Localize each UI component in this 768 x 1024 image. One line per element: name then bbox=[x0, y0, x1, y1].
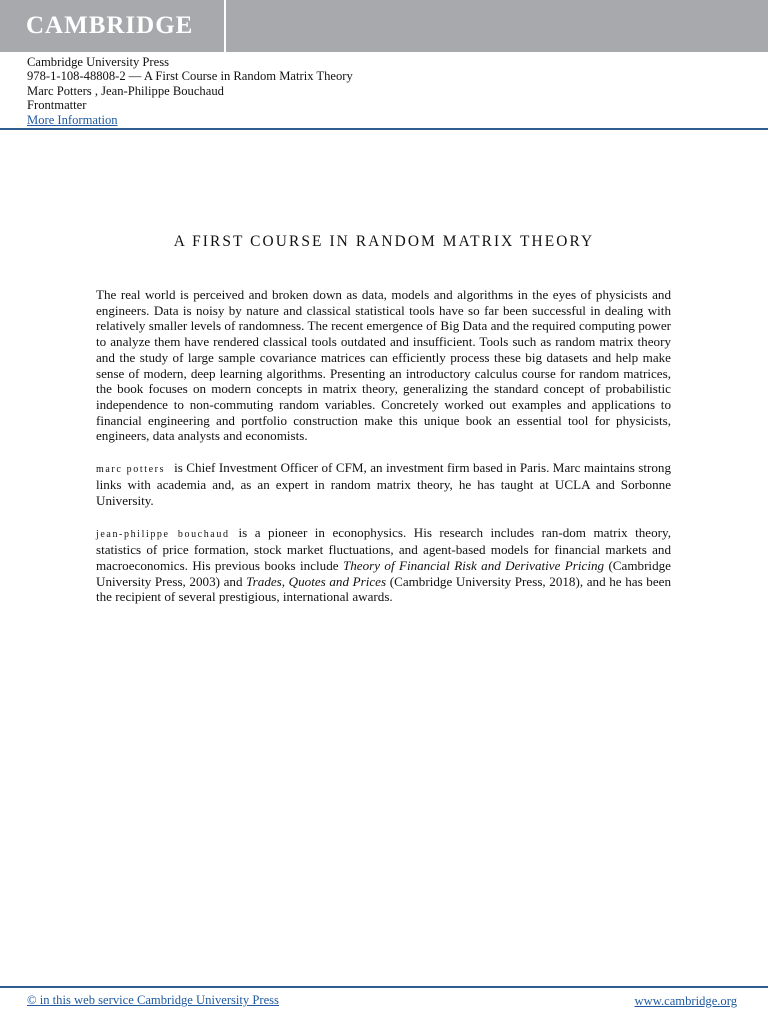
more-information-link[interactable]: More Information bbox=[27, 112, 118, 127]
copyright-link[interactable]: © in this web service Cambridge University Press bbox=[27, 993, 279, 1007]
book-title-trades: Trades, Quotes and Prices bbox=[246, 573, 387, 589]
book-title-theory: Theory of Financial Risk and Derivative Pricing bbox=[342, 557, 605, 573]
description-paragraph: The real world is perceived and broken down as data, models and algorithms in the eyes of physicists and engineers. Data is noisy by nature and classical statistical tools have so far been successful in dealing with relatively smaller levels of randomness. The recent emergence of Big Data and the required computing power to analyze them have rendered classical tools outdated and insufficient. Tools such as random matrix theory and the study of large sample covariance matrices can efficiently process these big datasets and help make sense of modern, deep learning algorithms. Presenting an introductory calculus course for random matrices, the book focuses on modern concepts in matrix theory, generalizing the standard concept of probabilistic independence to non-commuting random variables. Concretely worked out examples and applications to financial engineering and portfolio construction make this unique book an essential tool for physicists, engineers, data analysts and economists. bbox=[96, 287, 671, 444]
header-bar bbox=[0, 0, 768, 52]
section-label: Frontmatter bbox=[27, 98, 87, 113]
cambridge-logo[interactable]: CAMBRIDGE bbox=[26, 12, 194, 39]
book-metadata bbox=[27, 55, 353, 127]
authors-line: Marc Potters , Jean-Philippe Bouchaud bbox=[27, 83, 224, 98]
author-name-bouchaud: jean-philippe bouchaud bbox=[96, 528, 230, 540]
header-divider bbox=[0, 128, 768, 130]
author-bio-text-1: is a pioneer in econophysics. His research includes ran-dom matrix theory, statistics of price formation, stock market fluctuations, and agent-based models for financial markets and macroeconomics. His previous books include bbox=[96, 524, 671, 573]
author-bio-text-potters: is Chief Investment Officer of CFM, an investment firm based in Paris. Marc maintains strong links with academia and, as an expert in random matrix theory, he has taught at UCLA and Sorbonne University. bbox=[96, 459, 671, 509]
book-title: A FIRST COURSE IN RANDOM MATRIX THEORY bbox=[173, 233, 595, 250]
publisher-name: Cambridge University Press bbox=[27, 55, 170, 69]
footer-divider bbox=[0, 986, 768, 988]
cambridge-website-link[interactable]: www.cambridge.org bbox=[634, 994, 737, 1008]
author-bio-bouchaud bbox=[96, 525, 671, 606]
author-bio-potters bbox=[96, 460, 671, 509]
logo-box[interactable] bbox=[0, 0, 226, 52]
author-name-potters: marc potters bbox=[96, 463, 166, 475]
isbn-and-title: 978-1-108-48808-2 — A First Course in Random Matrix Theory bbox=[27, 69, 353, 84]
book-description bbox=[96, 287, 671, 621]
author-bio-text-2: (Cambridge University Press, 2003) and bbox=[96, 557, 671, 589]
author-bio-text-3: (Cambridge University Press, 2018), and he has been the recipient of several prestigious, international awards. bbox=[96, 573, 672, 605]
